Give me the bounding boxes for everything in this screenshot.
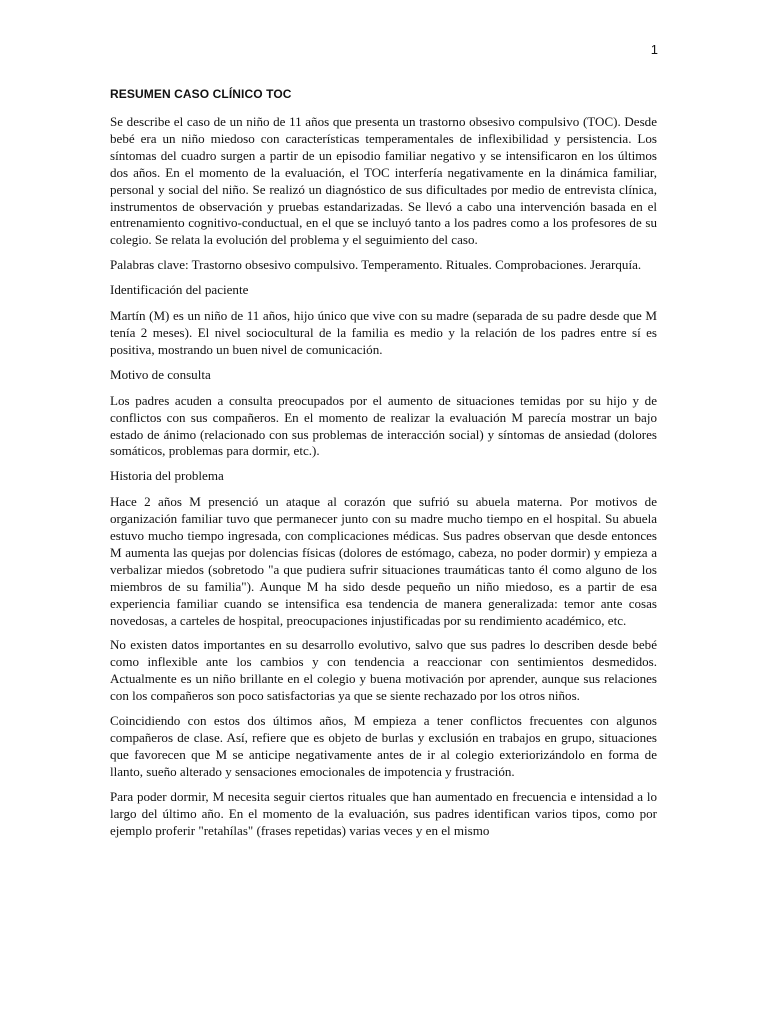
body-paragraph: Martín (M) es un niño de 11 años, hijo único que vive con su madre (separada de su padre desde que M tenía 2 meses). El nivel sociocultural de la familia es medio y la relación de los padres entre sí es positiva, mostrando un buen nivel de comunicación. xyxy=(110,308,657,357)
section-identificacion xyxy=(110,282,657,359)
body-paragraph: Hace 2 años M presenció un ataque al corazón que sufrió su abuela materna. Por motivos de organización familiar tuvo que permanecer junto con su madre mucho tiempo en el hospital. Su abuela estuvo mucho tiempo ingresada, con complicaciones médicas. Sus padres observan que desde entonces M aumenta las quejas por dolencias físicas (dolores de estómago, cabeza, no poder dormir) y empieza a verbalizar miedos (sobretodo "a que pudiera sufrir situaciones traumáticas tanto él como alguno de los miembros de su familia"). Aunque M ha sido desde pequeño un niño miedoso, es a partir de esa experiencia familiar cuando se intensifica esa tendencia de manera generalizada: temor ante cosas novedosas, a carteles de hospital, preocupaciones injustificadas por su rendimiento académico, etc. xyxy=(110,494,657,628)
document-body xyxy=(110,86,657,847)
section-motivo-consulta xyxy=(110,367,657,461)
keywords-paragraph: Palabras clave: Trastorno obsesivo compulsivo. Temperamento. Rituales. Comprobaciones. Jerarquía. xyxy=(110,257,642,273)
section-heading: Identificación del paciente xyxy=(110,282,249,298)
document-title: RESUMEN CASO CLÍNICO TOC xyxy=(110,87,292,101)
body-paragraph: No existen datos importantes en su desarrollo evolutivo, salvo que sus padres lo describen desde bebé como inflexible ante los cambios y con tendencia a reaccionar con sentimientos desmedidos. Actualmente es un niño brillante en el colegio y buena motivación por aprender, aunque sus relaciones con los compañeros son poco satisfactorias ya que se siente rechazado por los otros niños. xyxy=(110,637,657,704)
body-paragraph: Los padres acuden a consulta preocupados por el aumento de situaciones temidas por su hijo y de conflictos con sus compañeros. En el momento de realizar la evaluación M parecía mostrar un bajo estado de ánimo (relacionado con sus problemas de interacción social) y síntomas de ansiedad (dolores somáticos, problemas para dormir, etc.). xyxy=(110,392,657,459)
abstract-paragraph: Se describe el caso de un niño de 11 años que presenta un trastorno obsesivo compulsivo (TOC). Desde bebé era un niño miedoso con características temperamentales de inflexibilidad y persistencia. Los síntomas del cuadro surgen a partir de un episodio familiar negativo y se intensificaron en los últimos dos años. En el momento de la evaluación, el TOC interfería negativamente en la dinámica familiar, personal y social del niño. Se realizó un diagnóstico de sus dificultades por medio de entrevista clínica, instrumentos de observación y pruebas estandarizadas. Se llevó a cabo una intervención basada en el entrenamiento cognitivo-conductual, en el que se incluyó tanto a los padres como a los profesores de su colegio. Se relata la evolución del problema y el seguimiento del caso. xyxy=(110,114,657,248)
body-paragraph: Coincidiendo con estos dos últimos años, M empieza a tener conflictos frecuentes con algunos compañeros de clase. Así, refiere que es objeto de burlas y exclusión en trabajos en grupo, situaciones que favorecen que M se anticipe negativamente antes de ir al colegio exteriorizándolo en forma de llanto, sueño alterado y sensaciones emocionales de impotencia y frustración. xyxy=(110,713,657,779)
section-heading: Historia del problema xyxy=(110,468,224,484)
section-heading: Motivo de consulta xyxy=(110,366,211,382)
body-paragraph: Para poder dormir, M necesita seguir ciertos rituales que han aumentado en frecuencia e intensidad a lo largo del último año. En el momento de la evaluación, sus padres identifican varios tipos, como por ejemplo proferir "retahílas" (frases repetidas) varias veces y en el mismo xyxy=(110,788,657,838)
page-number: 1 xyxy=(650,42,658,57)
section-historia-problema xyxy=(110,468,657,839)
